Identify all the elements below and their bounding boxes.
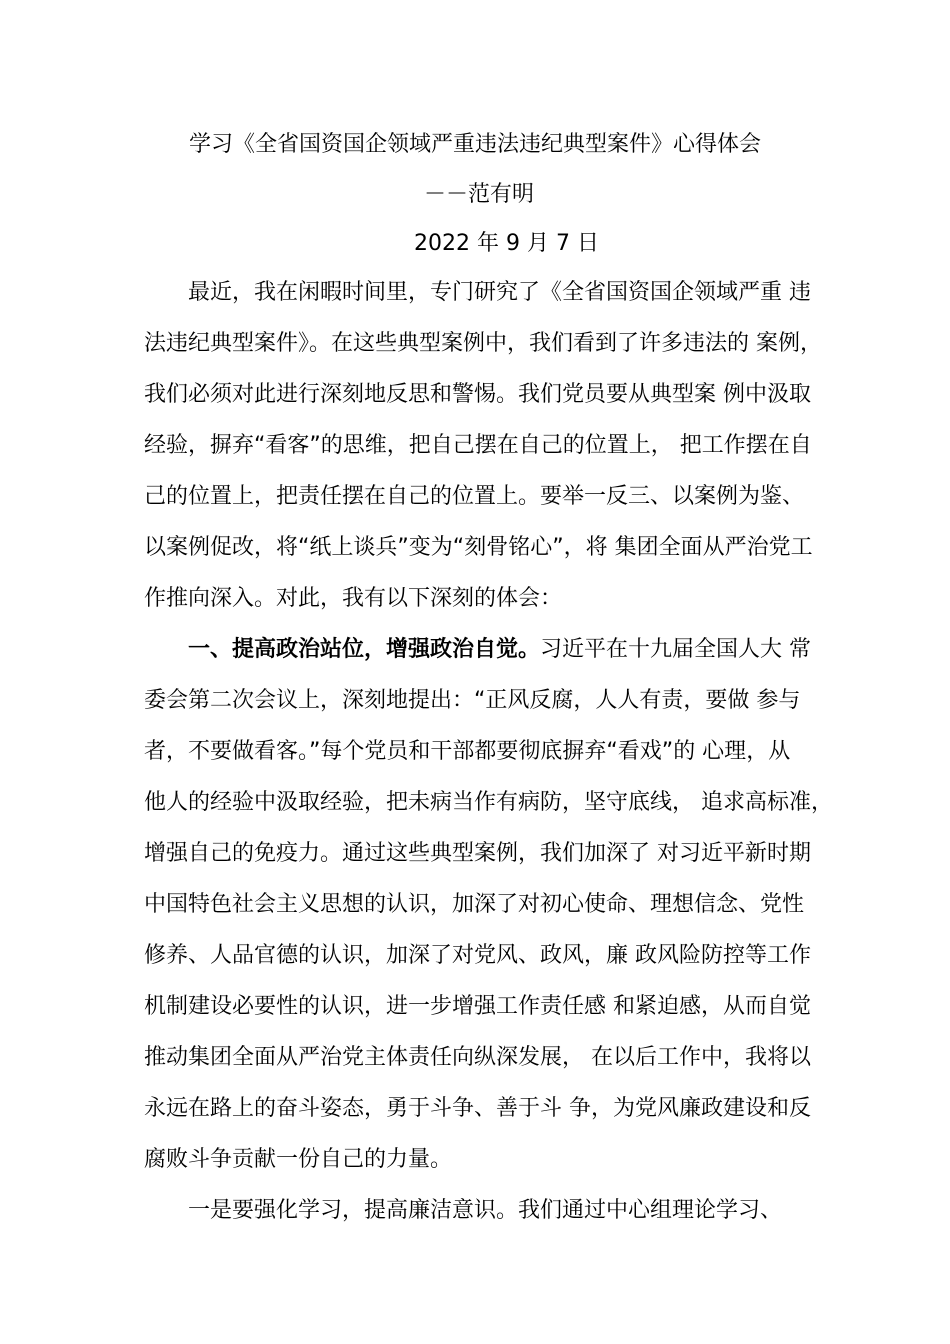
paragraph-line: 委会第二次会议上，深刻地提出：“正风反腐，人人有责，要做 参与 — [144, 688, 801, 713]
paragraph-line: 作推向深入。对此，我有以下深刻的体会： — [144, 586, 563, 611]
paragraph-line: 最近，我在闲暇时间里，专门研究了《全省国资国企领域严重 违 — [188, 280, 811, 305]
document-title: 学习《全省国资国企领域严重违法违纪典型案件》心得体会 — [188, 132, 761, 157]
paragraph-line: 推动集团全面从严治党主体责任向纵深发展， 在以后工作中，我将以 — [144, 1045, 811, 1070]
section-heading-rest: 习近平在十九届全国人大 常 — [540, 637, 812, 662]
paragraph-line: 永远在路上的奋斗姿态，勇于斗争、善于斗 争，为党风廉政建设和反 — [144, 1096, 811, 1121]
document-author: －－范有明 — [424, 182, 535, 207]
paragraph-line: 法违纪典型案件》。在这些典型案例中，我们看到了许多违法的 案例， — [144, 331, 822, 356]
paragraph-line: 中国特色社会主义思想的认识，加深了对初心使命、理想信念、党性 — [144, 892, 805, 917]
document-date: 2022 年 9 月 7 日 — [414, 231, 599, 256]
paragraph-line: 机制建设必要性的认识，进一步增强工作责任感 和紧迫感，从而自觉 — [144, 994, 811, 1019]
paragraph-line: 腐败斗争贡献一份自己的力量。 — [144, 1147, 453, 1172]
paragraph-line: 己的位置上，把责任摆在自己的位置上。要举一反三、以案例为鉴、 — [144, 484, 805, 509]
paragraph-line: 经验，摒弃“看客”的思维，把自己摆在自己的位置上， 把工作摆在自 — [144, 433, 812, 458]
paragraph-line: 修养、人品官德的认识，加深了对党风、政风，廉 政风险防控等工作 — [144, 943, 811, 968]
paragraph-line: 我们必须对此进行深刻地反思和警惕。我们党员要从典型案 例中汲取 — [144, 382, 811, 407]
paragraph-line: 一是要强化学习，提高廉洁意识。我们通过中心组理论学习、 — [188, 1198, 783, 1223]
paragraph-line: 以案例促改，将“纸上谈兵”变为“刻骨铭心”，将 集团全面从严治党工 — [144, 535, 813, 560]
section-heading-line — [188, 635, 864, 665]
paragraph-line: 他人的经验中汲取经验，把未病当作有病防，坚守底线， 追求高标准， — [144, 790, 833, 815]
paragraph-line: 增强自己的免疫力。通过这些典型案例，我们加深了 对习近平新时期 — [144, 841, 811, 866]
section-heading: 一、提高政治站位，增强政治自觉。 — [188, 637, 541, 662]
paragraph-line: 者，不要做看客。”每个党员和干部都要彻底摒弃“看戏”的 心理，从 — [144, 739, 791, 764]
